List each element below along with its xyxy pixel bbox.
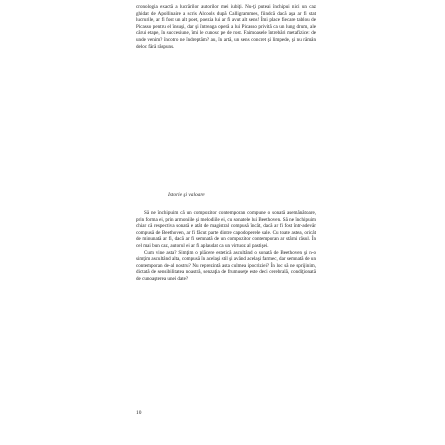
body-paragraph-2: Cum vine asta? Simţim o plăcere estetică ascultând o sonată de Beethoven şi n-o simţim ascultând alta, compusă în acelaşi stil şi având acelaşi farmec, dar semnată de un contemporan de-al nostru? Nu reprezintă asta culmea ipocriziei? În loc să ne sprijinim, dictată de sensibilitatea noastră, senzaţia de frumuseţe este deci cerebrală, condiţionată de cunoaşterea unei date? xyxy=(136,249,316,282)
bottom-text-block xyxy=(136,210,316,410)
top-paragraph: cronologia exactă a lucrărilor autorilor mei iubiţi. Nu-ţi puteai închipui nici un caz ghidat de Apollinaire a scris Alcools după Calligrammes, fiindcă dacă aşa ar fi stat lucrurile, ar fi fost un alt poet, poezia lui ar fi avut alt sens! Îmi place fiecare tablou de Picasso pentru el însuşi, dar şi întreaga operă a lui Picasso privită ca un lung drum, ale cărui etape, în succesiune, îmi le cunosc pe de rost. Faimoasele întrebări metafizice: de unde venim? încotro ne îndreptăm? au, în artă, un sens concret şi limpede, şi nu rămân deloc fără răspuns. xyxy=(136,4,316,50)
section-title: Istorie şi valoare xyxy=(168,192,205,198)
body-paragraph-1: Să ne închipuim că un compozitor contemporan compune o sonată asemănătoare, prin forma ei, prin armoniile şi melodiile ei, cu sonatele lui Beethoven. Să ne închipuim chiar că respectiva sonată e atât de magistral compusă încât, dacă ar fi fost într-adevăr compusă de Beethoven, ar fi făcut parte dintre capodoperele sale. Cu toate astea, oricât de minunată ar fi, dacă ar fi semnată de un compozitor contemporan ar stârni râsul. În cel mai bun caz, autorul ei ar fi aplaudat ca un virtuoz al pastişei. xyxy=(136,210,316,249)
page-number: 10 xyxy=(136,410,142,416)
top-text-block xyxy=(136,4,316,172)
